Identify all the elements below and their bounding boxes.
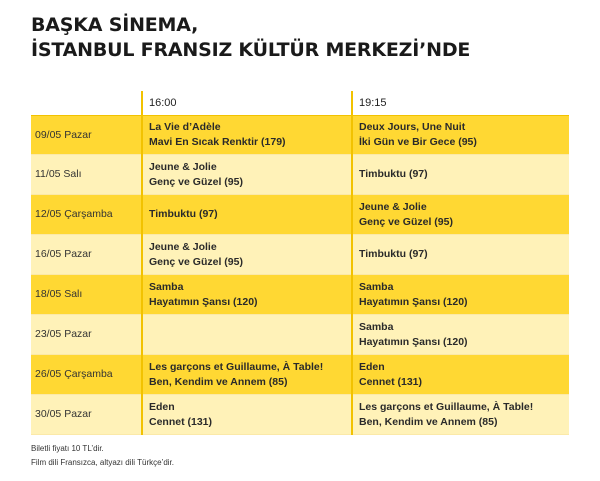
film-title-turkish: Hayatımın Şansı (120) [149,295,258,308]
film-title: Eden [359,360,385,373]
schedule-body [31,116,569,435]
film-title-turkish: Ben, Kendim ve Annem (85) [149,375,288,388]
film-title-turkish: Genç ve Güzel (95) [359,215,453,228]
screening-date: 23/05 Pazar [31,315,142,355]
film-cell-16-00 [142,395,352,435]
page-title [31,13,470,63]
film-cell-16-00 [142,195,352,235]
film-title: Deux Jours, Une Nuit [359,121,466,133]
schedule-row [31,395,569,435]
ticket-price-note: Biletli fiyatı 10 TL’dir. [31,444,104,453]
header-date-cell [31,91,142,116]
film-cell-16-00 [142,355,352,395]
film-cell-16-00 [142,315,352,355]
screening-date: 16/05 Pazar [31,235,142,275]
film-cell-19-15 [352,355,569,395]
header-time-19-15: 19:15 [352,91,569,116]
film-title-turkish: Cennet (131) [149,415,213,428]
film-title: Jeune & Jolie [359,200,427,213]
footnotes [31,442,174,470]
film-title: Timbuktu (97) [359,168,428,180]
film-cell-19-15 [352,235,569,275]
film-cell-19-15 [352,195,569,235]
screening-date: 30/05 Pazar [31,395,142,435]
film-title: La Vie d’Adèle [149,121,221,133]
film-title-turkish: Genç ve Güzel (95) [149,175,243,188]
film-title: Samba [359,320,394,333]
film-title: Jeune & Jolie [149,240,217,253]
schedule-row [31,116,569,155]
screening-schedule-table [31,91,569,435]
schedule-row [31,315,569,355]
film-cell-19-15 [352,116,569,155]
film-cell-16-00 [142,155,352,195]
film-cell-16-00 [142,275,352,315]
film-cell-19-15 [352,155,569,195]
title-line-2: İSTANBUL FRANSIZ KÜLTÜR MERKEZİ’NDE [31,39,471,61]
screening-date: 26/05 Çarşamba [31,355,142,395]
film-title: Samba [359,280,394,293]
screening-date: 09/05 Pazar [31,116,142,155]
film-title-turkish: Ben, Kendim ve Annem (85) [359,415,498,428]
film-title: Eden [149,400,175,413]
schedule-row [31,275,569,315]
film-title: Timbuktu (97) [359,248,428,260]
screening-date: 11/05 Salı [31,155,142,195]
film-title-turkish: İki Gün ve Bir Gece (95) [359,136,477,148]
film-title: Les garçons et Guillaume, À Table! [149,360,324,373]
film-cell-19-15 [352,275,569,315]
film-cell-19-15 [352,395,569,435]
film-title: Samba [149,280,184,293]
screening-date: 18/05 Salı [31,275,142,315]
schedule-row [31,155,569,195]
film-title-turkish: Mavi En Sıcak Renktir (179) [149,136,286,148]
film-title: Timbuktu (97) [149,208,218,220]
schedule-header-row [31,91,569,116]
schedule-row [31,235,569,275]
film-title: Jeune & Jolie [149,160,217,173]
film-title-turkish: Hayatımın Şansı (120) [359,295,468,308]
title-line-1: BAŞKA SİNEMA, [31,14,199,36]
film-cell-16-00 [142,235,352,275]
film-title-turkish: Genç ve Güzel (95) [149,255,243,268]
film-title-turkish: Hayatımın Şansı (120) [359,335,468,348]
schedule-row [31,195,569,235]
film-cell-19-15 [352,315,569,355]
language-note: Film dili Fransızca, altyazı dili Türkçe’dir. [31,458,174,467]
header-time-16-00: 16:00 [142,91,352,116]
film-title: Les garçons et Guillaume, À Table! [359,400,534,413]
film-cell-16-00 [142,116,352,155]
schedule-row [31,355,569,395]
screening-date: 12/05 Çarşamba [31,195,142,235]
film-title-turkish: Cennet (131) [359,375,423,388]
